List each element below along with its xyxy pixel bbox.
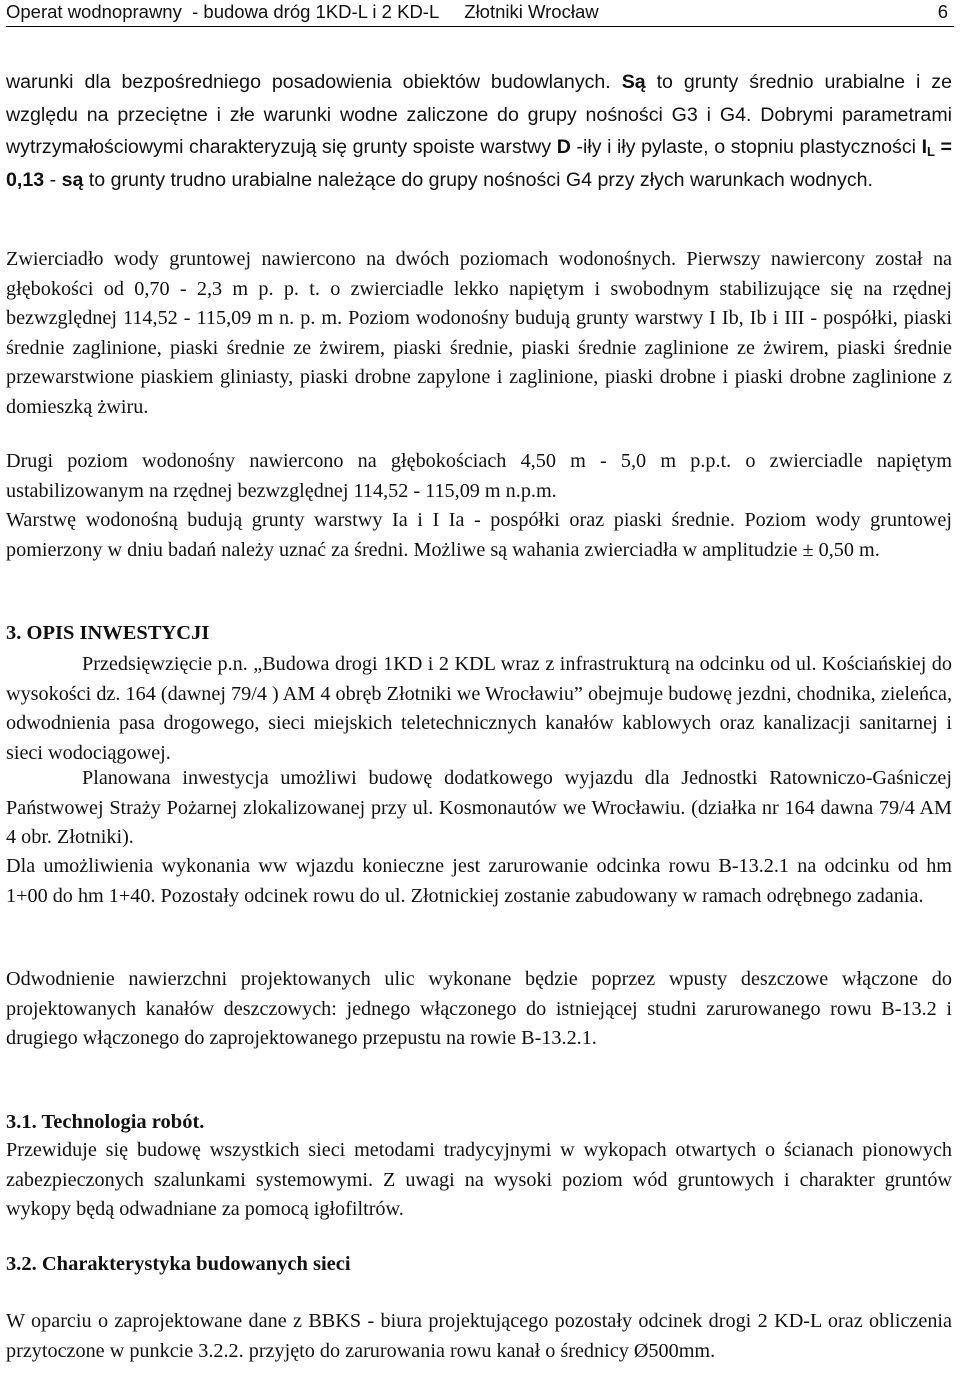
paragraph-network-characteristics: W oparciu o zaprojektowane dane z BBKS - biura projektującego pozostały odcinek drogi 2 KD-L oraz obliczenia przytoczone w punkcie 3.2.2. przyjęto do zarurowania rowu kanał o średnicy Ø500mm. [6,1310,952,1362]
paragraph-soil-parameters [6,66,952,196]
paragraph-groundwater-level-2: Drugi poziom wodonośny nawiercono na głębokościach 4,50 m - 5,0 m p.p.t. o zwierciadle napiętym ustabilizowanym na rzędnej bezwzględnej 114,52 - 115,09 m n.p.m. [6,450,952,502]
plasticity-value: = 0,13 [6,136,952,191]
bold-run: są [61,168,84,191]
section-heading-3-1: 3.1. Technologia robót. [6,1111,205,1133]
header-title: Operat wodnoprawny - budowa dróg 1KD-L i 2 KD-L Złotniki Wrocław [6,1,599,22]
text-run: to grunty średnio urabialne i ze względu na przeciętne i złe warunki wodne zaliczone do grupy nośności G3 i G4. Dobrymi parametrami wytrzymałościowymi charakteryzują się grunty spoiste warstwy [6,71,952,158]
paragraph-drainage: Odwodnienie nawierzchni projektowanych ulic wykonane będzie poprzez wpusty deszczowe włączone do projektowanych kanałów deszczowych: jednego włączonego do istniejącej studni zarurowanego rowu B-13.2 i drugiego włączonego do zaprojektowanego przepustu na rowie B-13.2.1. [6,968,952,1050]
paragraph-culvert: Dla umożliwienia wykonania ww wjazdu konieczne jest zarurowanie odcinka rowu B-13.2.1 na odcinku od hm 1+00 do hm 1+40. Pozostały odcinek rowu do ul. Złotnickiej zostanie zabudowany w ramach odrębnego zadania. [6,855,952,907]
paragraph-groundwater-level-1: Zwierciadło wody gruntowej nawiercono na dwóch poziomach wodonośnych. Pierwszy nawiercony został na głębokości od 0,70 - 2,3 m p. p. t. o zwierciadle lekko napiętym i swobodnym stabilizujące się na rzędnej bezwzględnej 114,52 - 115,09 m n. p. m. Poziom wodonośny budują grunty warstwy I Ib, Ib i III - pospółki, piaski średnie zaglinione, piaski średnie ze żwirem, piaski średnie, piaski średnie zaglinione ze żwirem, piaski średnie przewarstwione piaskiem gliniasty, piaski drobne zapylone i zaglinione, piaski drobne i piaski drobne zaglinione z domieszką żwiru. [6,248,952,418]
text-run: - [44,168,62,191]
paragraph-aquifer: Warstwę wodonośną budują grunty warstwy Ia i I Ia - pospółki oraz piaski średnie. Poziom wody gruntowej pomierzony w dniu badań należy uznać za średni. Możliwe są wahania zwierciadła w amplitudzie ± 0,50 m. [6,509,952,561]
plasticity-symbol: I [921,136,928,158]
paragraph-investment [6,650,952,768]
paragraph-technology: Przewiduje się budowę wszystkich sieci metodami tradycyjnymi w wykopach otwartych o ścianach pionowych zabezpieczonych szalunkami systemowymi. Z uwagi na wysoki poziom wód gruntowych i charakter gruntów wykopy będą odwadniane za pomocą igłofiltrów. [6,1139,952,1221]
paragraph-planned-investment [6,764,952,853]
section-heading-3-2: 3.2. Charakterystyka budowanych sieci [6,1253,351,1275]
text-run: warunki dla bezpośredniego posadowienia obiektów budowlanych. [6,71,622,93]
page-header [6,0,954,27]
section-heading-3: 3. OPIS INWESTYCJI [6,622,210,644]
text-run: Przedsięwzięcie p.n. „Budowa drogi 1KD i 2 KDL wraz z infrastrukturą na odcinku od ul. Kościańskiej do wysokości dz. 164 (dawnej 79/4 ) AM 4 obręb Złotniki we Wrocławiu” obejmuje budowę jezdni, chodnika, zieleńca, odwodnienia pasa drogowego, sieci miejskich teletechnicznych kanałów kablowych oraz kanalizacji sanitarnej i sieci wodociągowej. [6,653,952,764]
text-run: Planowana inwestycja umożliwi budowę dodatkowego wyjazdu dla Jednostki Ratowniczo-Gaśniczej Państwowej Straży Pożarnej zlokalizowanej przy ul. Kosmonautów we Wrocławiu. (działka nr 164 dawna 79/4 AM 4 obr. Złotniki). [6,767,952,849]
text-run: -iły i iły pylaste, o stopniu plastyczności [570,136,922,158]
bold-run: D [556,136,571,158]
page-number: 6 [937,1,948,22]
text-run: to grunty trudno urabialne należące do grupy nośności G4 przy złych warunkach wodnych. [83,168,873,191]
plasticity-subscript: L [927,144,935,159]
bold-run: Są [621,71,646,93]
